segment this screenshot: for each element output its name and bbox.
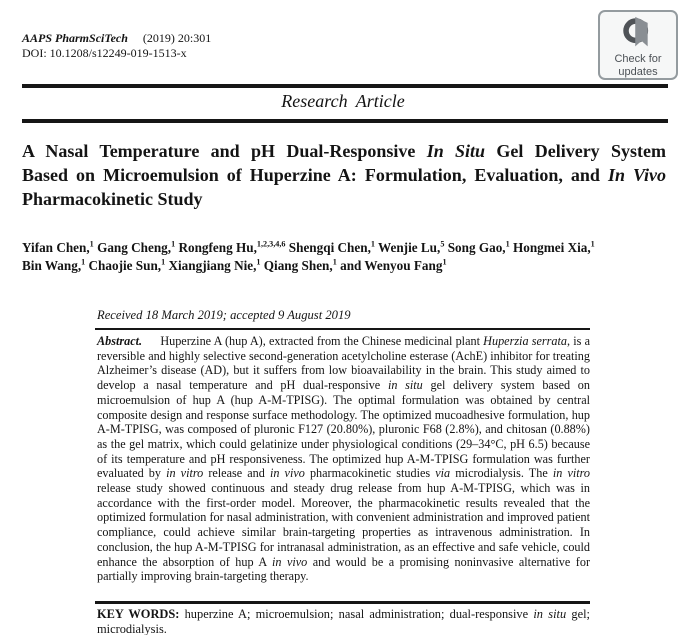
article-type-label: Research Article <box>281 91 405 111</box>
journal-header <box>22 32 211 60</box>
check-for-updates-badge[interactable] <box>598 10 678 80</box>
divider-top-upper <box>22 84 668 88</box>
article-title <box>22 139 666 211</box>
abstract-divider-top <box>95 328 590 330</box>
divider-top-lower <box>22 119 668 123</box>
article-title-line-3: Pharmacokinetic Study <box>22 189 203 209</box>
journal-citation: (2019) 20:301 <box>142 31 212 45</box>
crossmark-icon <box>620 16 656 51</box>
check-for-updates-label: Check for updates <box>614 53 662 78</box>
article-title-line-1: A Nasal Temperature and pH Dual-Responsive In Situ Gel Delivery System <box>22 141 666 161</box>
doi-text: DOI: 10.1208/s12249-019-1513-x <box>22 45 187 60</box>
journal-name: AAPS PharmSciTech <box>22 31 128 45</box>
abstract-divider-bottom <box>95 601 590 604</box>
author-list: Yifan Chen,$^1$ Gang Cheng,$^1$ Rongfeng Hu,$^{1,2,3,4,6}$ Shengqi Chen,$^1$ Wenjie Lu,$^5$ Song Gao,$^1$ Hongmei Xia,$^1$ Bin Wang,$^1$ Chaojie Sun,$^1$ Xiangjiang Nie,$^1$ Qiang Shen,$^1$ and Wenyou Fang$^1$ <box>22 239 595 273</box>
article-title-line-2: Based on Microemulsion of Huperzine A: Formulation, Evaluation, and In Vivo <box>22 165 666 185</box>
received-accepted-line: Received 18 March 2019; accepted 9 August 2019 <box>97 308 351 322</box>
abstract-paragraph: Abstract. Huperzine A (hup A), extracted from the Chinese medicinal plant Huperzia serrata, is a reversible and highly selective second-generation acetylcholine esterase (AchE) inhibitor for treating Alzheimer’s disease (AD), but it suffers from low bioavailability in the brain. This study aimed to develop a nasal temperature and pH dual-responsive in situ gel delivery system based on microemulsion of hup A (hup A-M-TPISG). The optimal formulation was obtained by central composite design and response surface methodology. The optimized mucoadhesive formulation, hup A-M-TPISG, was composed of pluronic F127 (20.80%), pluronic F68 (2.8%), and chitosan (0.88%) as the gel matrix, which could gelatinize under physiological conditions (29–34°C, pH 6.5) because of its temperature and pH responsiveness. The optimized hup A-M-TPISG formulation was further evaluated by in vitro release and in vivo pharmacokinetic studies via microdialysis. The in vitro release study showed continuous and steady drug release from hup A-M-TPISG, which was in accordance with the first-order model. Moreover, the pharmacokinetic results revealed that the optimized formulation for nasal administration, with convenient administration and improved patient compliance, could achieve similar brain-targeting properties as intravenous administration. In conclusion, the hup A-M-TPISG for intranasal administration, as an effective and safe vehicle, could enhance the absorption of hup A in vivo and would be a promising noninvasive alternative for partially improving brain-targeting therapy. <box>97 334 591 584</box>
journal-citation-line <box>22 32 211 46</box>
keywords-paragraph: KEY WORDS: huperzine A; microemulsion; nasal administration; dual-responsive in situ gel; microdialysis. <box>97 607 590 635</box>
